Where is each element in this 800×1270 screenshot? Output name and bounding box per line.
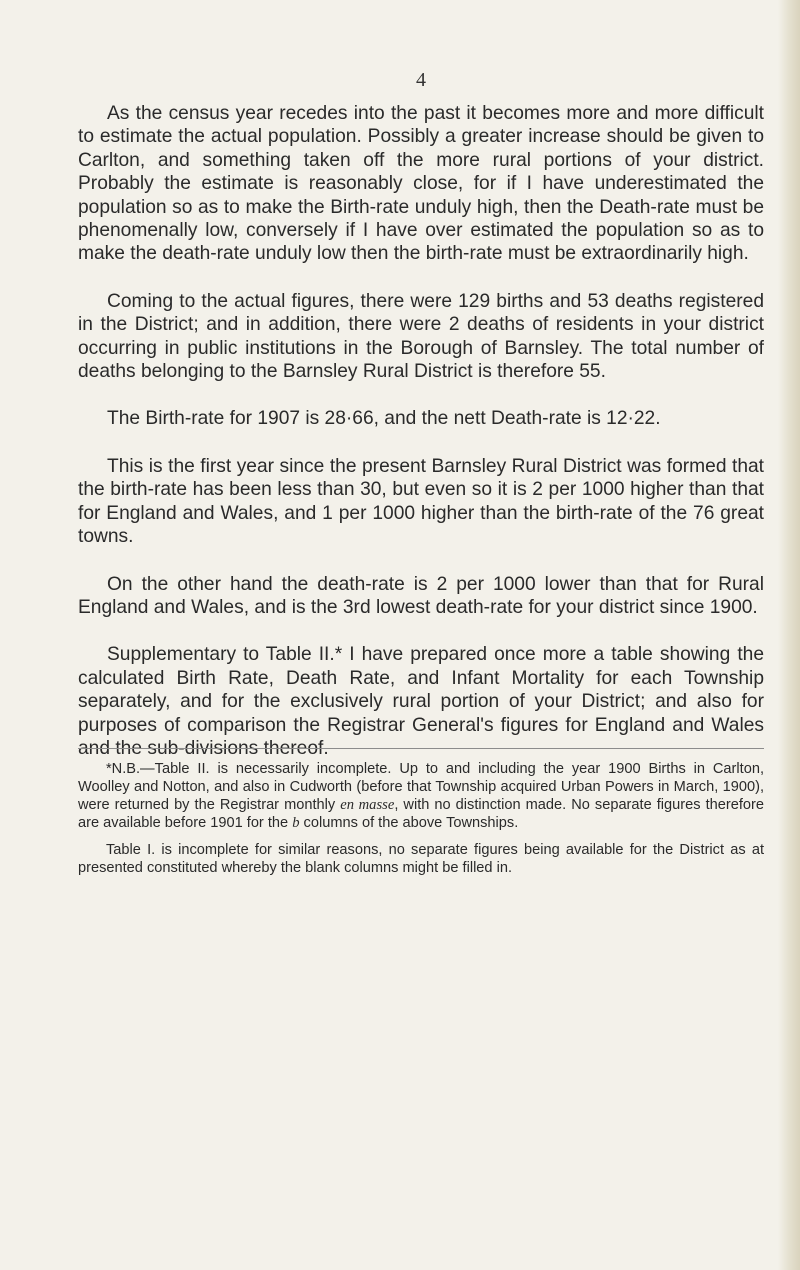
footnote-text-c: columns of the above Townships. [299, 815, 519, 831]
body-text [78, 102, 764, 760]
paragraph-death-rate-comparison: On the other hand the death-rate is 2 per 1000 lower than that for Rural England and Wales, and is the 3rd lowest death-rate for your district since 1900. [78, 573, 764, 618]
footnote-italic-b: b [292, 815, 300, 831]
footnote-table-ii [78, 760, 764, 832]
footnotes [78, 760, 764, 886]
paragraph-supplementary-table: Supplementary to Table II.* I have prepared once more a table showing the calculated Birth Rate, Death Rate, and Infant Mortality for each Township separately, and for the exclusively rural portion of your District; and also for purposes of comparison the Registrar General's figures for England and Wales and the sub-divisions thereof. [78, 644, 764, 759]
footnote-text-a: *N.B.—Table II. is necessarily incomplete. Up to and including the year 1900 Births in Carlton, Woolley and Notton, and also in Cudworth (before that Township acquired Urban Powers in March, 1900), were returned by the Registrar monthly [78, 761, 764, 813]
paragraph-actual-figures: Coming to the actual figures, there were 129 births and 53 deaths registered in the District; and in addition, there were 2 deaths of residents in your district occurring in public institutions in the Borough of Barnsley. The total number of deaths belonging to the Barnsley Rural District is therefore 55. [78, 290, 764, 383]
footnote-divider [78, 748, 764, 749]
paragraph-birth-rate-comparison: This is the first year since the present Barnsley Rural District was formed that the birth-rate has been less than 30, but even so it is 2 per 1000 higher than that for England and Wales, and 1 per 1000 higher than the birth-rate of the 76 great towns. [78, 455, 764, 548]
footnote-table-i: Table I. is incomplete for similar reasons, no separate figures being available for the District as at presented constituted whereby the blank columns might be filled in. [78, 842, 764, 876]
page-edge-shadow [778, 0, 800, 1270]
footnote-text-b: , with no distinction made. No separate figures therefore are available before 1901 for the [78, 797, 764, 831]
page-number: 4 [416, 69, 426, 91]
paragraph-rates: The Birth-rate for 1907 is 28·66, and the nett Death-rate is 12·22. [107, 408, 661, 430]
footnote-italic-en-masse: en masse [340, 797, 395, 813]
paragraph-census-estimate: As the census year recedes into the past it becomes more and more difficult to estimate the actual population. Possibly a greater increase should be given to Carlton, and something taken off the more rural portions of your district. Probably the estimate is reasonably close, for if I have underestimated the population so as to make the Birth-rate unduly high, then the Death-rate must be phenomenally low, conversely if I have over estimated the population so as to make the death-rate unduly low then the birth-rate must be extraordinarily high. [78, 103, 764, 265]
